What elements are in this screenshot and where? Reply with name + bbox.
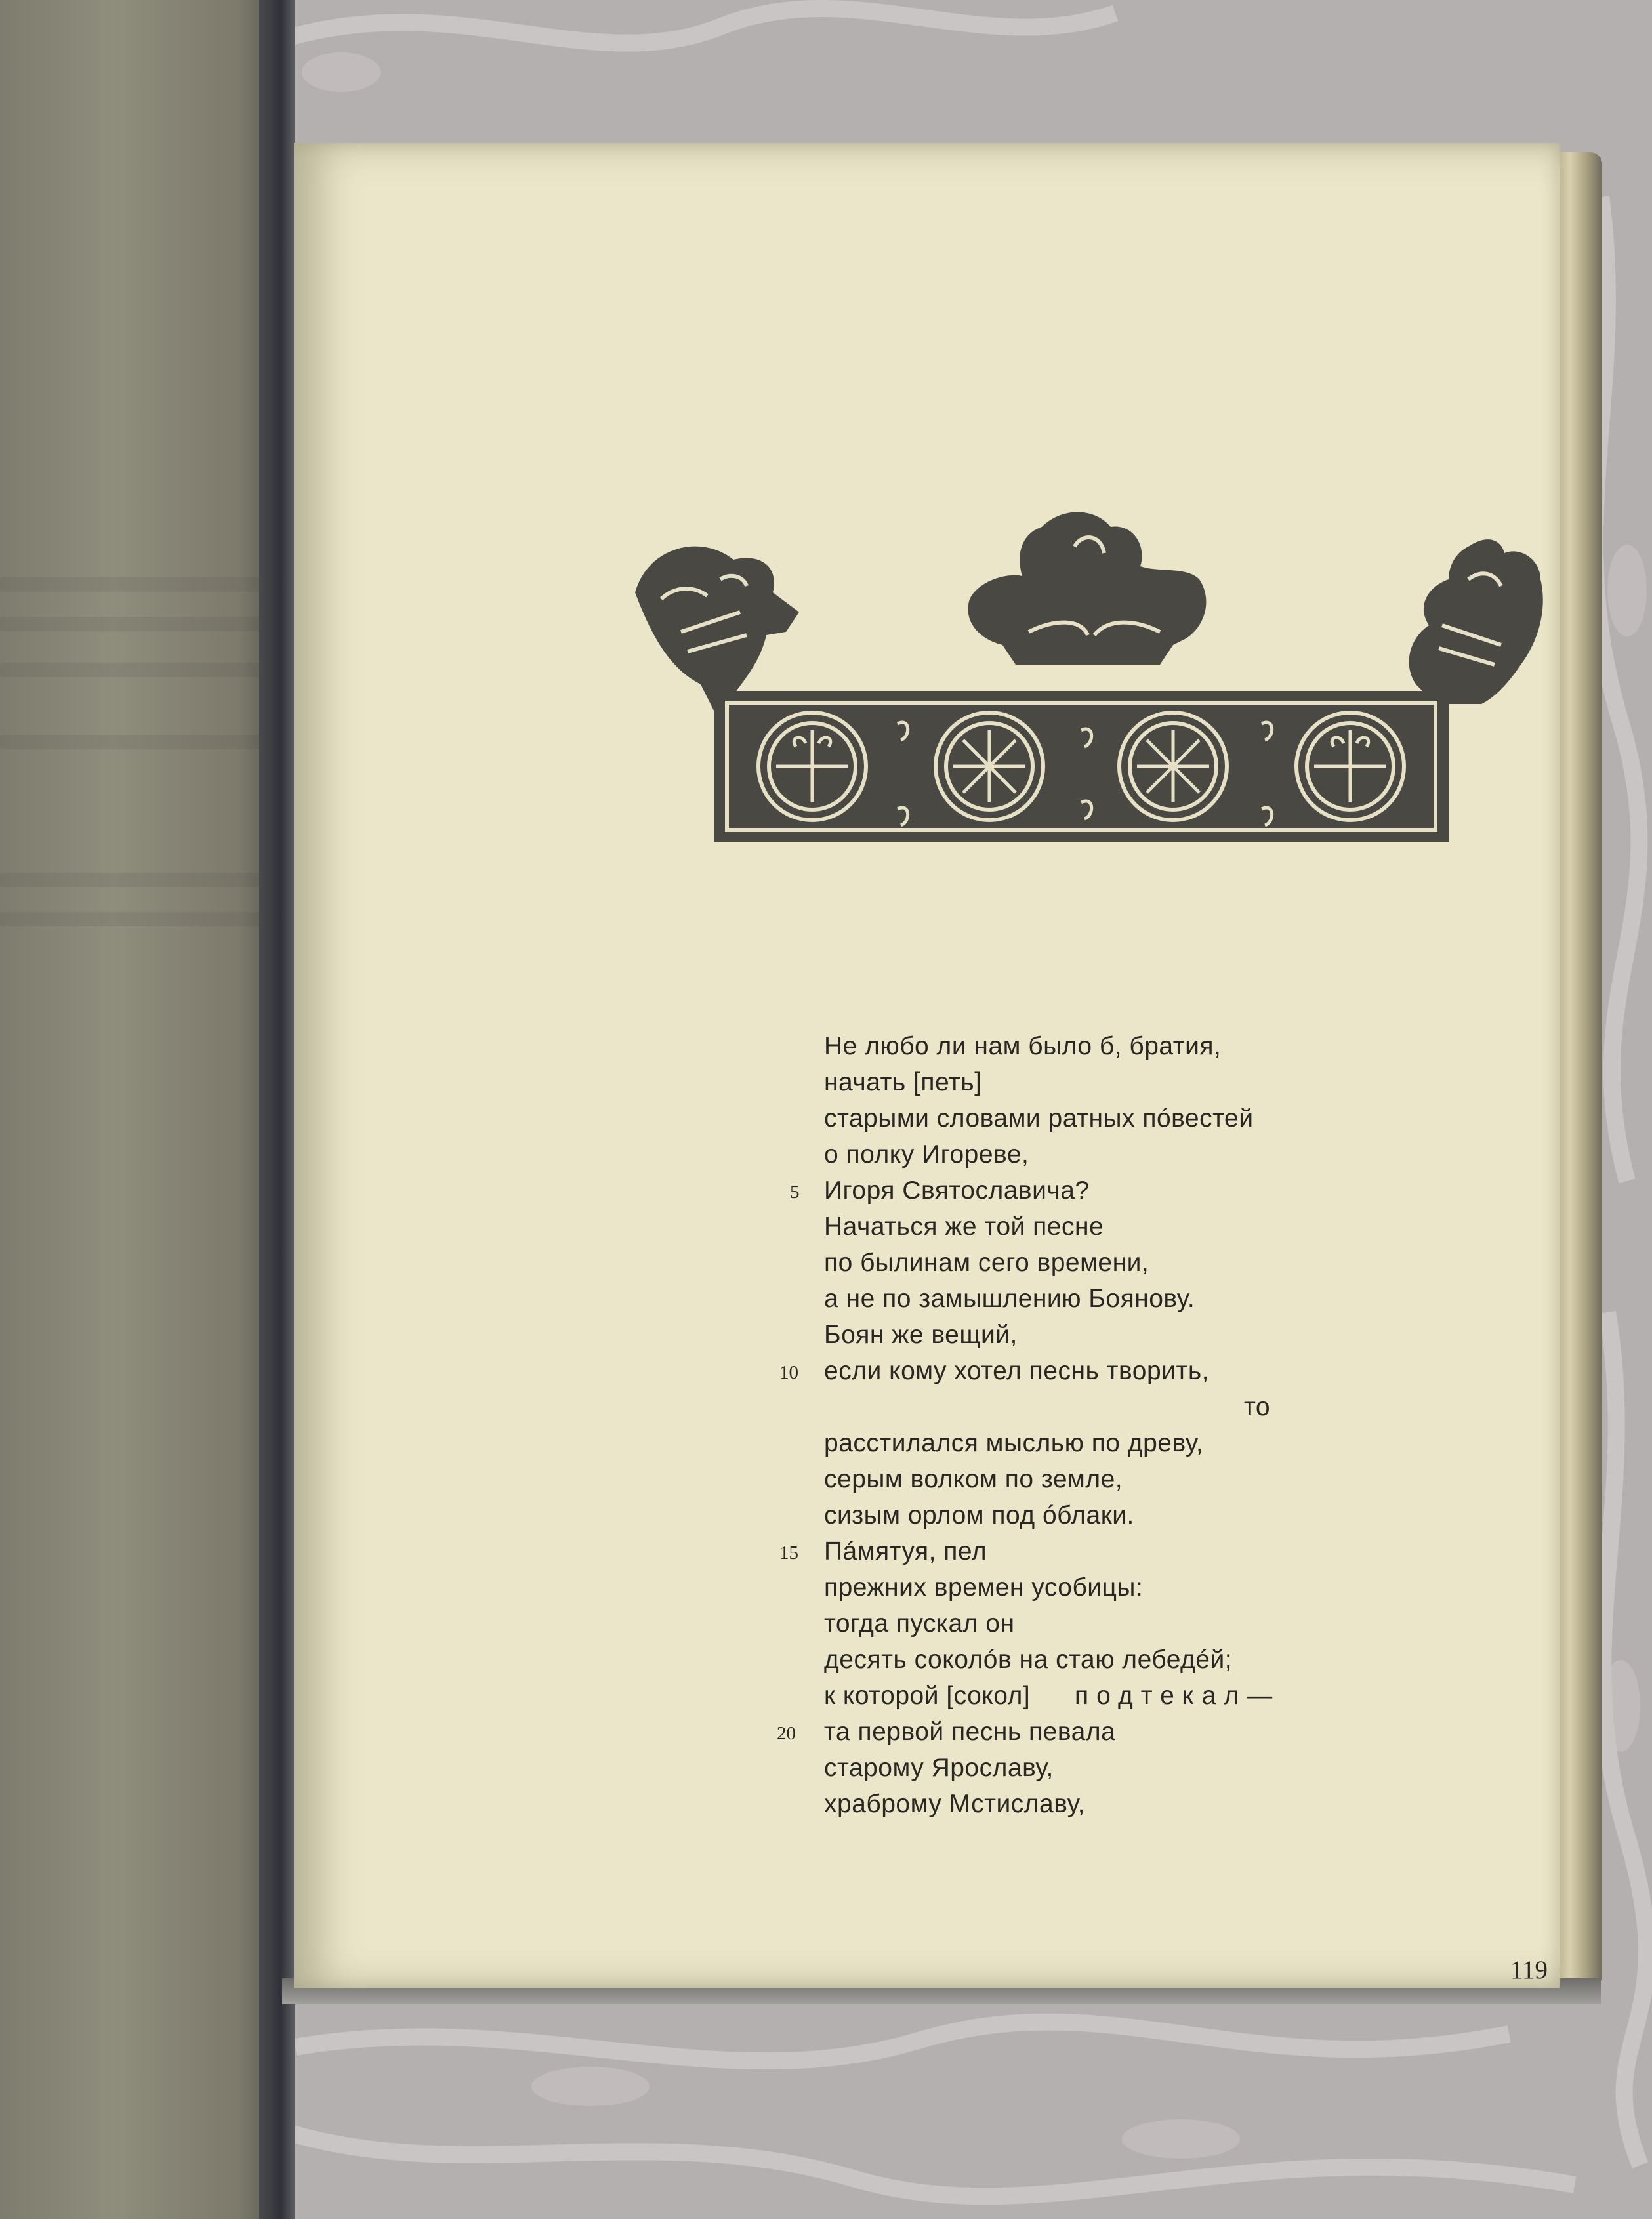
page-block-edge xyxy=(1556,152,1602,1989)
poem-line: расстилался мыслью по древу, xyxy=(824,1429,1204,1457)
poem-line: десять соколóв на стаю лебедéй; xyxy=(824,1646,1233,1674)
poem-line: прежних времен усобицы: xyxy=(824,1573,1144,1602)
line-number: 20 xyxy=(777,1723,796,1744)
page-number: 119 xyxy=(1510,1956,1548,1984)
line-number: 5 xyxy=(790,1182,800,1203)
headpiece-ornament-icon xyxy=(622,507,1554,848)
book-spine-edge xyxy=(259,0,295,2219)
poem-line: Не любо ли нам было б, братия, xyxy=(824,1032,1222,1060)
poem-line: а не по замышлению Боянову. xyxy=(824,1285,1195,1313)
poem-line: по былинам сего времени, xyxy=(824,1249,1149,1277)
poem-line: старыми словами ратных пóвестей xyxy=(824,1104,1254,1132)
poem-line: серым волком по земле, xyxy=(824,1465,1123,1493)
show-through-text xyxy=(0,577,276,592)
poem-line: Пáмятуя, пел xyxy=(824,1537,987,1566)
poem-line: о полку Игореве, xyxy=(824,1140,1029,1169)
show-through-text xyxy=(0,617,276,631)
poem-line: храброму Мстиславу, xyxy=(824,1790,1085,1818)
show-through-text xyxy=(0,912,276,926)
poem-line: тогда пускал он xyxy=(824,1609,1015,1638)
poem-line: то xyxy=(1244,1393,1271,1421)
show-through-text xyxy=(0,735,276,749)
poem-line: сизым орлом под óблаки. xyxy=(824,1501,1134,1529)
poem-line: начать [петь] xyxy=(824,1068,982,1096)
poem-line: старому Ярославу, xyxy=(824,1754,1054,1782)
line-number: 10 xyxy=(779,1362,798,1383)
poem-line-spaced: подтекал— xyxy=(1075,1682,1281,1710)
show-through-text xyxy=(0,873,276,887)
poem-line: та первой песнь певала xyxy=(824,1718,1116,1746)
show-through-text xyxy=(0,663,276,677)
book-page xyxy=(294,143,1560,1988)
poem-line: Игоря Святославича? xyxy=(824,1176,1090,1205)
poem-line: Начаться же той песне xyxy=(824,1213,1104,1241)
poem-line: если кому хотел песнь творить, xyxy=(824,1357,1209,1385)
left-facing-page xyxy=(0,0,282,2219)
poem-line: к которой [сокол] xyxy=(824,1682,1031,1710)
line-number: 15 xyxy=(779,1543,798,1564)
poem-line: Боян же вещий, xyxy=(824,1321,1018,1349)
